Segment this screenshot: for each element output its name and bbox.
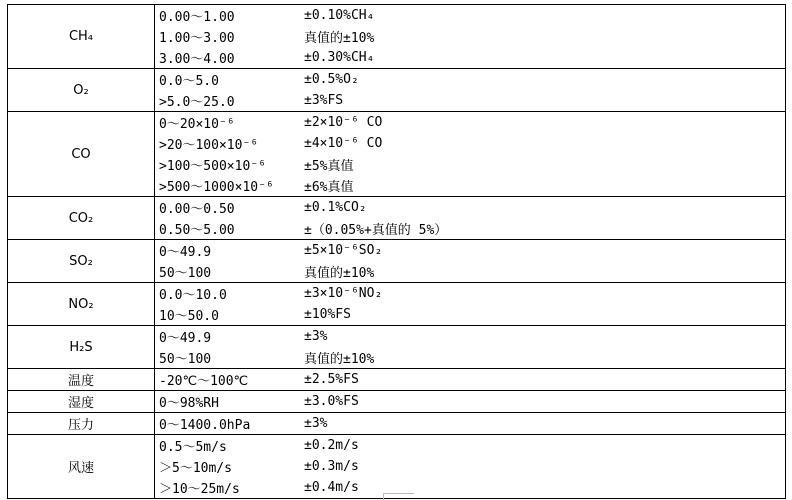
range-text: 0.0～5.0 (159, 74, 219, 89)
range-text: 0.50～5.00 (159, 223, 235, 238)
range-text: >5.0～25.0 (159, 95, 235, 110)
value-line (159, 456, 785, 477)
range-text: 50～100 (159, 266, 212, 281)
accuracy-text: ±4×10⁻⁶ CO (304, 136, 383, 151)
values-cell (155, 5, 786, 69)
values-cell (155, 197, 786, 240)
accuracy-text: ±10%FS (304, 307, 351, 322)
value-line (159, 477, 785, 498)
value-line (159, 90, 785, 111)
range-text: ＞5～10m/s (159, 461, 232, 476)
values-cell (155, 69, 786, 112)
table-row (8, 435, 786, 499)
accuracy-text: ±3×10⁻⁶NO₂ (304, 286, 383, 301)
parameter-cell: SO₂ (8, 240, 155, 283)
value-line (159, 391, 785, 412)
table-row (8, 69, 786, 112)
accuracy-text: ±0.5%O₂ (304, 72, 359, 87)
value-line (159, 369, 785, 390)
table-row (8, 413, 786, 435)
table-row (8, 112, 786, 197)
values-cell (155, 413, 786, 435)
value-line (159, 69, 785, 90)
value-line (159, 26, 785, 47)
accuracy-text: ±0.30%CH₄ (304, 50, 375, 65)
value-line (159, 112, 785, 133)
range-text: 3.00～4.00 (159, 52, 235, 67)
accuracy-text: ±3.0%FS (304, 394, 359, 409)
range-text: 1.00～3.00 (159, 31, 235, 46)
range-text: 0～1400.0hPa (159, 418, 251, 433)
table-row (8, 326, 786, 369)
parameter-cell: 湿度 (8, 391, 155, 413)
value-line (159, 197, 785, 218)
accuracy-text: ±2×10⁻⁶ CO (304, 115, 383, 130)
range-text: ＞10～25m/s (159, 482, 240, 497)
table-row (8, 283, 786, 326)
accuracy-text: 真值的±10% (304, 352, 375, 367)
value-line (159, 283, 785, 304)
range-text: >500～1000×10⁻⁶ (159, 180, 274, 195)
range-text: >100～500×10⁻⁶ (159, 159, 266, 174)
value-line (159, 133, 785, 154)
value-line (159, 154, 785, 175)
values-cell (155, 326, 786, 369)
accuracy-text: ±5×10⁻⁶SO₂ (304, 243, 383, 258)
value-line (159, 261, 785, 282)
parameter-cell: CO (8, 112, 155, 197)
range-text: 0～20×10⁻⁶ (159, 117, 235, 132)
accuracy-text: ±0.10%CH₄ (304, 8, 375, 23)
range-text: 50～100 (159, 352, 212, 367)
spec-table (7, 4, 786, 499)
accuracy-text: ±3%FS (304, 93, 344, 108)
value-line (159, 47, 785, 68)
accuracy-text: ±3% (304, 416, 328, 431)
parameter-cell: O₂ (8, 69, 155, 112)
value-line (159, 304, 785, 325)
values-cell (155, 283, 786, 326)
table-row (8, 197, 786, 240)
accuracy-text: ±0.4m/s (304, 480, 359, 495)
value-line (159, 435, 785, 456)
range-text: -20℃～100℃ (159, 374, 249, 389)
range-text: 10～50.0 (159, 309, 219, 324)
value-line (159, 175, 785, 196)
table-row (8, 5, 786, 69)
table-row (8, 391, 786, 413)
accuracy-text: ±0.1%CO₂ (304, 200, 367, 215)
values-cell (155, 391, 786, 413)
parameter-cell: NO₂ (8, 283, 155, 326)
value-line (159, 218, 785, 239)
range-text: 0.00～1.00 (159, 10, 235, 25)
accuracy-text: ±0.2m/s (304, 438, 359, 453)
spec-table-body (8, 5, 786, 499)
accuracy-text: ±6%真值 (304, 180, 354, 195)
accuracy-text: ±2.5%FS (304, 372, 359, 387)
parameter-cell: 风速 (8, 435, 155, 499)
range-text: 0.00～0.50 (159, 202, 235, 217)
value-line (159, 5, 785, 26)
value-line (159, 347, 785, 368)
value-line (159, 413, 785, 434)
parameter-cell: 压力 (8, 413, 155, 435)
parameter-cell: CO₂ (8, 197, 155, 240)
accuracy-text: ±5%真值 (304, 159, 354, 174)
accuracy-text: ±（0.05%+真值的 5%） (304, 223, 448, 238)
values-cell (155, 112, 786, 197)
accuracy-text: ±0.3m/s (304, 459, 359, 474)
parameter-cell: CH₄ (8, 5, 155, 69)
values-cell (155, 240, 786, 283)
value-line (159, 326, 785, 347)
values-cell (155, 435, 786, 499)
accuracy-text: 真值的±10% (304, 31, 375, 46)
parameter-cell: H₂S (8, 326, 155, 369)
table-row (8, 369, 786, 391)
accuracy-text: 真值的±10% (304, 266, 375, 281)
parameter-cell: 温度 (8, 369, 155, 391)
range-text: 0～49.9 (159, 331, 212, 346)
range-text: >20～100×10⁻⁶ (159, 138, 259, 153)
range-text: 0.5～5m/s (159, 440, 227, 455)
values-cell (155, 369, 786, 391)
range-text: 0.0～10.0 (159, 288, 227, 303)
accuracy-text: ±3% (304, 329, 328, 344)
value-line (159, 240, 785, 261)
table-row (8, 240, 786, 283)
range-text: 0～98%RH (159, 396, 219, 411)
range-text: 0～49.9 (159, 245, 212, 260)
